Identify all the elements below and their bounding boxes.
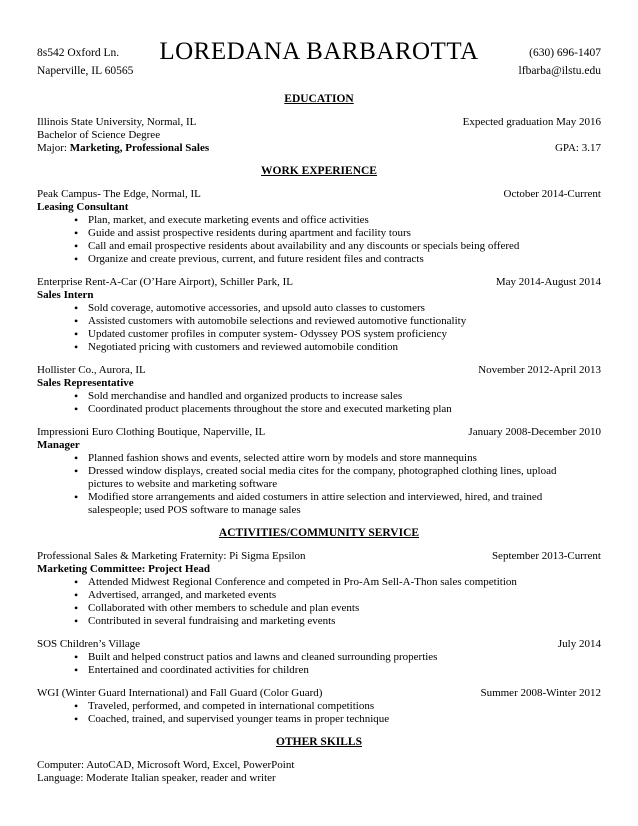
- bullet-item: • Traveled, performed, and competed in international competitions: [74, 700, 601, 713]
- activity-entry-header: [37, 687, 601, 700]
- organization: Impressioni Euro Clothing Boutique, Naperville, IL: [37, 426, 266, 438]
- bullet-list: [37, 214, 601, 266]
- bullet-item: • Entertained and coordinated activities for children: [74, 664, 601, 677]
- education-entry: [37, 116, 601, 155]
- activities-title: ACTIVITIES/COMMUNITY SERVICE: [218, 527, 420, 539]
- role-title: Marketing Committee: Project Head: [37, 563, 210, 575]
- education-school-line: [37, 116, 601, 129]
- bullet-item: • Advertised, arranged, and marketed events: [74, 589, 601, 602]
- activity-entry-header: [37, 550, 601, 563]
- activity-entry: [37, 550, 601, 628]
- bullet-item: • Sold coverage, automotive accessories, and upsold auto classes to customers: [74, 302, 601, 315]
- bullet-list: [37, 452, 601, 517]
- bullet-item: [74, 491, 601, 517]
- bullet-item: [74, 465, 601, 491]
- bullet-list: [37, 302, 601, 354]
- organization: Hollister Co., Aurora, IL: [37, 364, 146, 376]
- major-label: Major:: [37, 142, 70, 154]
- activity-entry-header: [37, 638, 601, 651]
- computer-skills: [37, 759, 601, 772]
- bullet-list: [37, 576, 601, 628]
- gpa: GPA: 3.17: [554, 142, 601, 154]
- bullet-item: • Organize and create previous, current, and future resident files and contracts: [74, 253, 601, 266]
- work-entry: [37, 426, 601, 517]
- bullet-list: [37, 700, 601, 726]
- role-title: Manager: [37, 439, 80, 451]
- work-entry-header: [37, 188, 601, 201]
- bullet-item: • Guide and assist prospective residents during apartment and facility tours: [74, 227, 601, 240]
- bullet-list: [37, 390, 601, 416]
- dates: October 2014-Current: [503, 188, 601, 200]
- bullet-item: • Attended Midwest Regional Conference and competed in Pro-Am Sell-A-Thon sales competition: [74, 576, 601, 589]
- bullet-item: • Coached, trained, and supervised younger teams in proper technique: [74, 713, 601, 726]
- bullet-item: • Sold merchandise and handled and organized products to increase sales: [74, 390, 601, 403]
- major-line: [37, 142, 601, 155]
- organization: Enterprise Rent-A-Car (O’Hare Airport), Schiller Park, IL: [37, 276, 293, 288]
- resume-page: [37, 22, 601, 785]
- bullet-item: • Negotiated pricing with customers and reviewed automobile condition: [74, 341, 601, 354]
- bullet-list: [37, 651, 601, 677]
- bullet-item: • Coordinated product placements throughout the store and executed marketing plan: [74, 403, 601, 416]
- bullet-item: • Plan, market, and execute marketing events and office activities: [74, 214, 601, 227]
- resume-header: [37, 22, 601, 86]
- computer-skills-text: Computer: AutoCAD, Microsoft Word, Excel, PowerPoint: [37, 759, 295, 771]
- language-skills-text: Language: Moderate Italian speaker, reader and writer: [37, 772, 276, 784]
- dates: September 2013-Current: [491, 550, 601, 562]
- work-entry: [37, 276, 601, 354]
- bullet-item: • Contributed in several fundraising and marketing events: [74, 615, 601, 628]
- bullet-item: • Assisted customers with automobile selections and reviewed automotive functionality: [74, 315, 601, 328]
- role-title: Sales Intern: [37, 289, 94, 301]
- degree: Bachelor of Science Degree: [37, 129, 161, 141]
- language-skills: [37, 772, 601, 785]
- address-line1: 8s542 Oxford Ln.: [37, 47, 120, 59]
- role-title: Sales Representative: [37, 377, 134, 389]
- work-entry-header: [37, 426, 601, 439]
- dates: May 2014-August 2014: [495, 276, 601, 288]
- dates: November 2012-April 2013: [478, 364, 601, 376]
- bullet-continuation: salespeople; used POS software to manage sales: [88, 504, 301, 516]
- work-experience-title: WORK EXPERIENCE: [261, 165, 377, 177]
- bullet-item: • Call and email prospective residents about availability and any discounts or specials being offered: [74, 240, 601, 253]
- dates: July 2014: [557, 638, 601, 650]
- role-title: Leasing Consultant: [37, 201, 129, 213]
- bullet-item: • Planned fashion shows and events, selected attire worn by models and store mannequins: [74, 452, 601, 465]
- education-title: EDUCATION: [284, 93, 354, 105]
- bullet-text: Dressed window displays, created social media cites for the company, photographed clothing lines, upload: [88, 465, 557, 477]
- organization: WGI (Winter Guard International) and Fall Guard (Color Guard): [37, 687, 323, 699]
- applicant-name: LOREDANA BARBAROTTA: [159, 38, 479, 65]
- bullet-item: • Updated customer profiles in computer system- Odyssey POS system proficiency: [74, 328, 601, 341]
- degree-line: [37, 129, 601, 142]
- activity-entry: [37, 638, 601, 677]
- skills-title: OTHER SKILLS: [276, 736, 362, 748]
- graduation-date: Expected graduation May 2016: [462, 116, 601, 128]
- address-line2: Naperville, IL 60565: [37, 65, 134, 77]
- phone-number: (630) 696-1407: [529, 47, 601, 59]
- organization: SOS Children’s Village: [37, 638, 141, 650]
- major-value: Marketing, Professional Sales: [69, 142, 210, 154]
- dates: January 2008-December 2010: [468, 426, 601, 438]
- major: [37, 142, 209, 155]
- bullet-item: • Built and helped construct patios and lawns and cleaned surrounding properties: [74, 651, 601, 664]
- work-entry: [37, 188, 601, 266]
- email-address: lfbarba@ilstu.edu: [518, 65, 601, 77]
- organization: Peak Campus- The Edge, Normal, IL: [37, 188, 201, 200]
- work-entry-header: [37, 364, 601, 377]
- organization: Professional Sales & Marketing Fraternity: Pi Sigma Epsilon: [37, 550, 306, 562]
- work-entry: [37, 364, 601, 416]
- activity-entry: [37, 687, 601, 726]
- bullet-item: • Collaborated with other members to schedule and plan events: [74, 602, 601, 615]
- bullet-continuation: pictures to website and marketing software: [88, 478, 278, 490]
- bullet-text: Modified store arrangements and aided costumers in attire selection and interviewed, hired, and trained: [88, 491, 543, 503]
- work-entry-header: [37, 276, 601, 289]
- dates: Summer 2008-Winter 2012: [480, 687, 601, 699]
- school-name: Illinois State University, Normal, IL: [37, 116, 197, 128]
